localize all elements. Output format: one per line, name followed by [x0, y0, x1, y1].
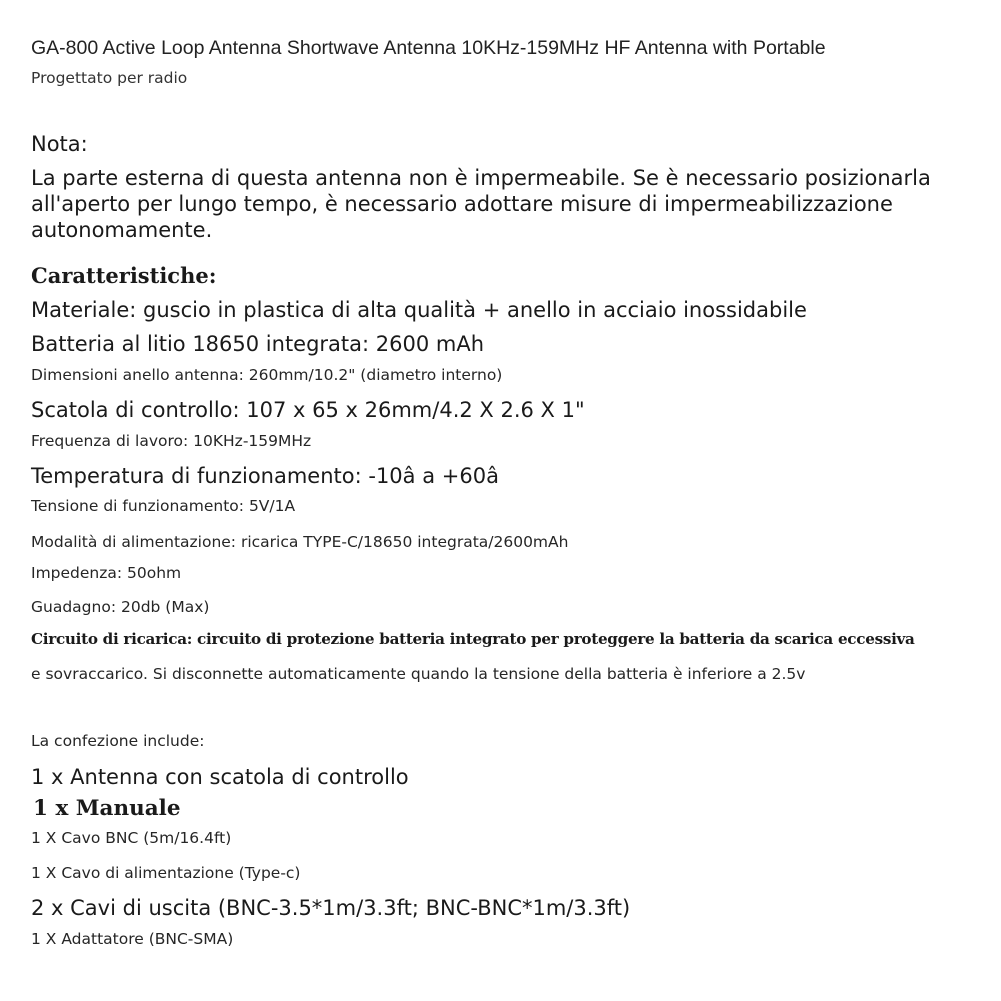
features-heading: Caratteristiche: [31, 263, 217, 288]
feature-frequency: Frequenza di lavoro: 10KHz-159MHz [31, 432, 312, 450]
note-line-1: La parte esterna di questa antenna non è impermeabile. Se è necessario posizionarla [31, 166, 931, 190]
feature-material: Materiale: guscio in plastica di alta qualità + anello in acciaio inossidabile [31, 298, 807, 322]
product-subtitle: Progettato per radio [31, 69, 188, 87]
package-item-power-cable: 1 X Cavo di alimentazione (Type-c) [31, 864, 301, 882]
note-line-2: all'aperto per lungo tempo, è necessario adottare misure di impermeabilizzazione [31, 192, 893, 216]
package-item-antenna: 1 x Antenna con scatola di controllo [31, 765, 409, 789]
package-item-bnc-cable: 1 X Cavo BNC (5m/16.4ft) [31, 829, 232, 847]
package-item-output-cables: 2 x Cavi di uscita (BNC-3.5*1m/3.3ft; BNC-BNC*1m/3.3ft) [31, 896, 631, 920]
package-item-manual: 1 x Manuale [33, 796, 181, 821]
feature-power-mode: Modalità di alimentazione: ricarica TYPE-C/18650 integrata/2600mAh [31, 533, 569, 551]
package-heading: La confezione include: [31, 732, 205, 750]
feature-charging-circuit-cont: e sovraccarico. Si disconnette automaticamente quando la tensione della batteria è inferiore a 2.5v [31, 665, 806, 683]
feature-control-box: Scatola di controllo: 107 x 65 x 26mm/4.2 X 2.6 X 1" [31, 398, 585, 422]
feature-loop-size: Dimensioni anello antenna: 260mm/10.2" (diametro interno) [31, 366, 503, 384]
feature-temperature: Temperatura di funzionamento: -10â a +60â [31, 464, 499, 488]
feature-gain: Guadagno: 20db (Max) [31, 598, 210, 616]
feature-impedance: Impedenza: 50ohm [31, 564, 182, 582]
note-heading: Nota: [31, 132, 88, 156]
package-item-adapter: 1 X Adattatore (BNC-SMA) [31, 930, 234, 948]
note-line-3: autonomamente. [31, 218, 213, 242]
feature-charging-circuit: Circuito di ricarica: circuito di protezione batteria integrato per proteggere la batteria da scarica eccessiva [31, 630, 915, 648]
product-title: GA-800 Active Loop Antenna Shortwave Antenna 10KHz-159MHz HF Antenna with Portable [31, 37, 826, 59]
feature-voltage: Tensione di funzionamento: 5V/1A [31, 497, 296, 515]
feature-battery: Batteria al litio 18650 integrata: 2600 mAh [31, 332, 485, 356]
